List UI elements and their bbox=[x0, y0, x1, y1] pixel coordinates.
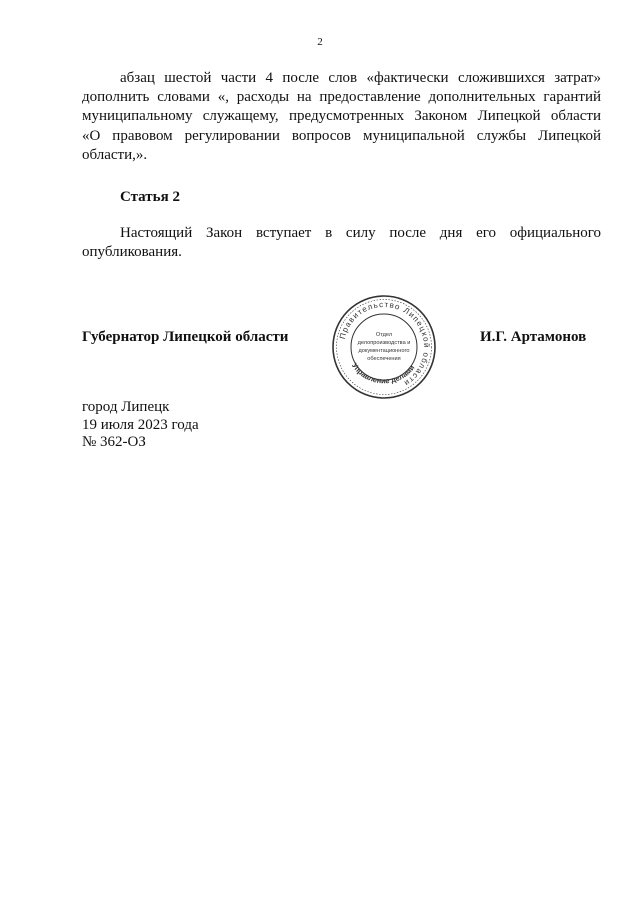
governor-title: Губернатор Липецкой области bbox=[82, 329, 289, 345]
city: город Липецк bbox=[82, 399, 170, 415]
article-1-paragraph bbox=[82, 69, 601, 165]
page-number: 2 bbox=[317, 36, 323, 48]
paragraph-line: области,». bbox=[82, 146, 148, 163]
stamp-center-line: Отдел bbox=[375, 332, 393, 338]
paragraph-line: «О правовом регулировании вопросов муниципальной службы Липецкой bbox=[82, 127, 601, 144]
paragraph-line: дополнить словами «, расходы на предоставление дополнительных гарантий bbox=[82, 89, 601, 106]
stamp-center-line: обеспечения bbox=[367, 356, 401, 362]
paragraph-line: абзац шестой части 4 после слов «фактически сложившихся затрат» bbox=[120, 70, 601, 86]
date: 19 июля 2023 года bbox=[82, 416, 199, 433]
article-2-paragraph bbox=[82, 224, 601, 262]
official-stamp bbox=[331, 294, 437, 400]
document-footer bbox=[82, 399, 199, 452]
law-number: № 362-ОЗ bbox=[82, 434, 146, 450]
governor-name: И.Г. Артамонов bbox=[480, 329, 587, 345]
stamp-center-line: документационного bbox=[358, 348, 410, 354]
article-2-heading: Статья 2 bbox=[120, 189, 180, 205]
paragraph-line: опубликования. bbox=[82, 244, 182, 261]
paragraph-line: Настоящий Закон вступает в силу после дня его официального bbox=[120, 225, 601, 241]
stamp-center-line: делопроизводства и bbox=[357, 340, 411, 346]
stamp-bottom-text: Управление делами bbox=[349, 361, 417, 386]
stamp-outer-text: Правительство Липецкой области bbox=[337, 299, 432, 388]
paragraph-line: муниципальному служащему, предусмотренных Законом Липецкой области bbox=[82, 108, 601, 125]
